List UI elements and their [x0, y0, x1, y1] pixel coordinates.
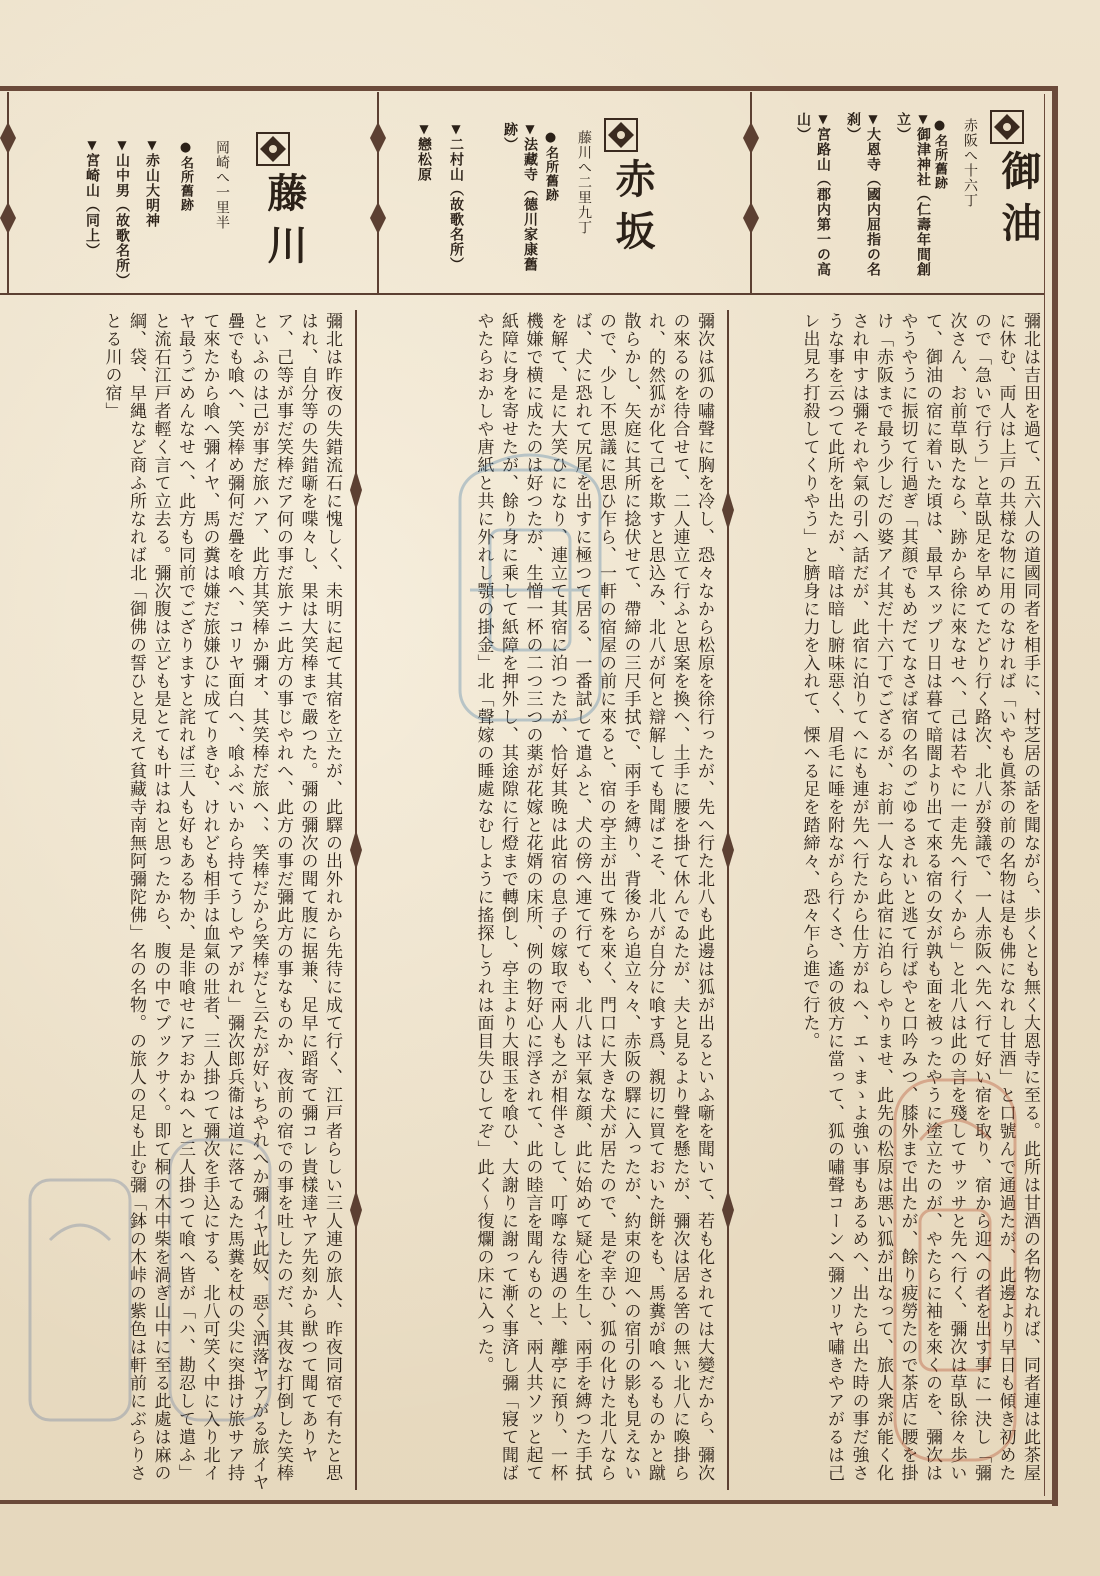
frame-top-rule [0, 86, 1058, 91]
triangle-bullet-icon: ▼ [523, 122, 537, 137]
header-divider-2 [368, 92, 388, 294]
header-bottom-rule [0, 293, 1044, 295]
section-title-fujikawa: 藤川 [261, 172, 308, 276]
landmark-goyu-2: ▼大恩寺（國内屈指の名刹） [845, 112, 881, 277]
distance-fujikawa: 岡崎へ一里半 [214, 140, 230, 230]
crest-icon [604, 118, 638, 152]
section-title-akasaka: 赤坂 [609, 158, 656, 262]
body-text-akasaka: 彌次は狐の嘯聲に胸を冷し、恐々なから松原を徐行ったが、先へ行た北八も此邊は狐が出るといふ噺を聞いて、若も化されては大變だから、彌次の來るのを待合せて、二人連立て行ふと思案を換へ、土手に腰を掛て休んでゐたが、夫と見るより聲を懸たが、彌次は居る筈の無い北八に喚掛られ、的然狐が化て己を欺すと思込み、北八が何と辯解しても聞ばこそ、北八が自分に喰す爲、親切に買ておいた餅をも、馬糞が喰へるものかと蹴散らかし、矢庭に其所に捻伏せて、帶締の三尺手拭で、兩手を縛り、背後から追立々々、赤阪の驛に入ったが、約束の迎への宿引の影も見えないので、少し不思議に思ひ乍ら、一軒の宿屋の前に來ると、宿の亭主が出て殊を來く、門口に大きな犬が居たので、是ぞ幸ひ、狐の化けた北八ならば、犬に恐れて尻尾を出すに極つて居る、一番試して遣ふと、犬の傍へ連て行ても、北八は平氣な顔、此に始めて疑心を生し、兩手を縛つた手拭を解て、是に大笑ひになり、連立て其宿に泊つたが、恰好其晩は此宿の息子の嫁取で兩人も之が相伴さして、叮嚀な待遇の上、離亭に預り、一杯機嫌で横に成たのは好つたが、生憎一杯の二つ三つの薬が花嫁と花婿の床所、例の物好心に浮されて、此の睦言を聞んものと、兩人共ソッと起て紙障に身を寄せたが、餘り身に乘して紙障を押外し、其途隙に行燈まで轉倒し、亭主より大眼玉を喰ひ、大謝りに謝って漸く事済し彌「寢て聞ばやたらおかしや唐紙と共に外れし顎の掛金」北「聲嫁の睡處なむしように搖探しうれは面目失ひしてぞ」此く～復爛の床に入った。 [473, 312, 714, 1482]
circle-bullet-icon: ● [178, 140, 193, 156]
landmark-goyu-1: ▼御津神社（仁壽年間創立） [895, 112, 931, 277]
subheading-fujikawa: ●名所舊跡 [178, 140, 193, 212]
triangle-bullet-icon: ▼ [916, 112, 930, 127]
landmark-akasaka-2: ▼二村山（故歌名所） [448, 122, 464, 272]
frame-inner-right-rule [1044, 94, 1045, 1496]
subheading-akasaka: ●名所舊跡 [543, 130, 558, 202]
landmark-fujikawa-1: ▼赤山大明神 [144, 138, 160, 228]
body-text-goyu: 彌北は吉田を過て、五六人の道國同者を相手に、村芝居の話を聞ながら、歩くとも無く大恩寺に至る。此所は甘酒の名物なれば、同者連は此茶屋に休む、両人は上戸の共様な物に用のなければ「いやも眞茶の前の名物は是も佛になれし甘酒」と口號んで通過たが、此邊より早日も傾き初めたので「急いで行う」と草臥足を早めてたどり行く路次、北八が發議で、一人赤阪へ先へ行て好い宿を取り、宿から迎への者を出す事に一決し「彌次さん、お前草臥たなら、跡から徐に來なせへ、己は若やに一走先へ行くから」と北八は此の言を殘してサッサと先へ行く、彌次は草臥徐々歩いて、御油の宿に着いた頃は、最早スップリ日は暮て暗闇より出て來る宿の女が孰も面を被ったやうに塗立たのが、やたらに袖を來くのを、彌次はやうやうに振切て行過ぎ「其顔でもめだてなさば宿の名のごゆるされいと逃て行ばやと口吟みつ、膝外まで出たが、餘り疲勞たので茶店に腰を掛け「赤阪まで最う少しだの婆アイ其だ十六丁でござるが、お前一人なら此宿に泊らしやりませ、此先の松原は悪い狐が出なって、旅人衆が能く化され申すは彌それや氣の引へ話だが、此宿に泊りてへにも連が先へ行たから仕方がねへ、エヽまゝよ強い事もあるめへ、出たら出た時の事だ強さうな事を云つて此所を出たが、暗は暗し腑味惡く、眉毛に唾を附ながら行くさ、遙の彼方に當って、狐の嘯聲コーンへ彌ソリヤ嘯きやアがるは己レ出見ろ打殺してくりやう」と臍身に力を入れて、慄へる足を踏締々、恐々乍ら進で行た。 [799, 312, 1040, 1482]
triangle-bullet-icon: ▼ [85, 138, 99, 153]
frame-bottom-rule [0, 1500, 1058, 1504]
triangle-bullet-icon: ▼ [417, 122, 431, 137]
circle-bullet-icon: ● [932, 118, 947, 134]
triangle-bullet-icon: ▼ [816, 112, 830, 127]
body-divider-2 [346, 310, 366, 1490]
landmark-fujikawa-3: ▼宮崎山（同上） [84, 138, 100, 258]
triangle-bullet-icon: ▼ [115, 138, 129, 153]
header-divider-1 [741, 92, 761, 294]
body-divider-1 [718, 310, 738, 1490]
crest-icon [256, 132, 290, 166]
section-title-goyu: 御油 [995, 150, 1042, 254]
landmark-fujikawa-2: ▼山中男（故歌名所） [114, 138, 130, 288]
landmark-akasaka-1: ▼法藏寺（德川家康舊跡） [502, 122, 538, 272]
blue-seal-stamp-2 [20, 1120, 280, 1460]
landmark-akasaka-3: ▼戀松原 [416, 122, 432, 182]
frame-right-rule [1052, 86, 1058, 1506]
triangle-bullet-icon: ▼ [449, 122, 463, 137]
subheading-goyu: ●名所舊跡 [932, 118, 947, 190]
distance-goyu: 赤阪へ十六丁 [962, 118, 978, 208]
landmark-goyu-3: ▼宮路山（郡内第一の高山） [795, 112, 831, 277]
blue-seal-stamp [440, 440, 620, 740]
circle-bullet-icon: ● [543, 130, 558, 146]
crest-icon [990, 110, 1024, 144]
body-text-fujikawa: 彌北は昨夜の失錯流石に愧しく、未明に起て其宿を立たが、此驛の出外れから先待に成て行く、江戸者らしい三人連の旅人、昨夜同宿で有たと思はれ、自分等の失錯噺を喋々し、果は大笑棒まで嚴つた。彌の彌次の聞て腹に据兼、足早に蹈寄て彌コレ貴樣達ヤア先刻から獣つて聞てありヤア、己等が事だ笑棒だア何の事だ旅ナニ此方の事じやれへ、此方の事だ彌此方の事なものか、夜前の宿での事を吐したのだ、其夜な打倒した笑棒といふのは己が事だ旅ハア、此方其笑棒か彌オ、其笑棒だ旅ヘ、、笑棒だから笑棒だと云たが好いちやれへか彌イヤ此奴、惡く洒落ヤアがる旅イヤ疊でも喰へ、笑棒め彌何だ疊を喰へ、コリヤ面白へ、喰ふべいから持てうしやアがれ」彌次郎兵衞は道に落てゐた馬糞を杖の尖に突掛け旅サア持て來たから喰へ彌イヤ、馬の糞は嫌だ旅嫌ひに成てりきむ、けれども相手は血氣の壯者、三人掛つて彌次を手込にする、北八可笑く中に入り北イヤ最うごめんなせへ、此方も同前でござりますと詫れば三人も好もある物か、是非喰せにアおかねへと三人掛つて喰へ皆が「ハ、勘忍して遣ふ」と流石江戸者輕く言て立去る。彌次腹は立ども是とても叶はねと思ったから、腹の中でブックサく。即て桐の木中柴を渦ぎ山中に至る此處は麻の綱、袋、早縄など商ふ所なれば北「御佛の誓ひと見えて貧藏寺南無阿彌陀佛」名の名物。の旅人の足も止む彌「鉢の木峠の紫色は軒前にぶらりさとる川の宿」 [101, 312, 342, 1492]
red-seal-stamp [880, 1060, 1030, 1480]
triangle-bullet-icon: ▼ [866, 112, 880, 127]
header-divider-3 [0, 92, 18, 294]
triangle-bullet-icon: ▼ [145, 138, 159, 153]
distance-akasaka: 藤川へ二里九丁 [576, 130, 592, 235]
